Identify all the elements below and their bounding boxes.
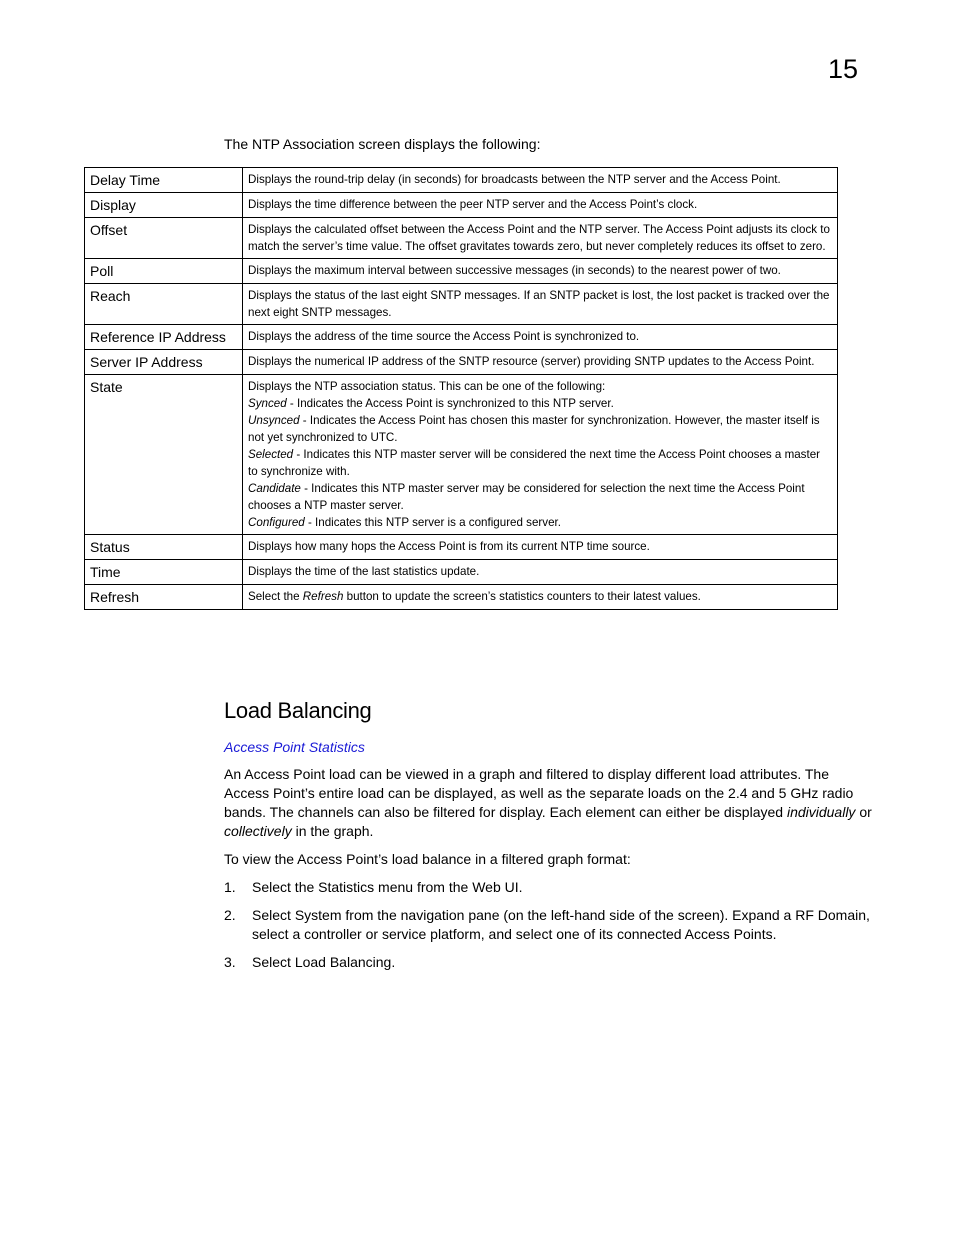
description-emphasis: Refresh bbox=[302, 590, 344, 603]
para-text-mid: or bbox=[855, 804, 872, 820]
table-row bbox=[85, 218, 838, 259]
table-row bbox=[85, 259, 838, 284]
row-description bbox=[243, 535, 838, 560]
step-text: Select the bbox=[252, 879, 319, 895]
step-text: Select bbox=[252, 907, 295, 923]
row-description bbox=[243, 193, 838, 218]
step-term: System bbox=[294, 907, 342, 923]
description-line: Displays the calculated offset between the Access Point and the NTP server. The Access Point adjusts its clock to match the server’s time value. The offset gravitates towards zero, but never completely reduces its offset to zero. bbox=[248, 223, 830, 253]
row-description bbox=[243, 168, 838, 193]
intro-suffix: screen displays the following: bbox=[354, 136, 541, 152]
table-row bbox=[85, 560, 838, 585]
row-description bbox=[243, 259, 838, 284]
description-line: Displays the numerical IP address of the SNTP resource (server) providing SNTP updates to the Access Point. bbox=[248, 355, 815, 368]
row-term: Server IP Address bbox=[85, 350, 243, 375]
row-term: Status bbox=[85, 535, 243, 560]
table-row bbox=[85, 375, 838, 535]
description-text: button to update the screen’s statistics counters to their latest values. bbox=[343, 590, 701, 603]
row-description bbox=[243, 375, 838, 535]
step-number: 1. bbox=[224, 879, 236, 895]
step-text: Select bbox=[252, 954, 295, 970]
description-line: Displays the time of the last statistics update. bbox=[248, 565, 480, 578]
description-line: Displays how many hops the Access Point is from its current NTP time source. bbox=[248, 540, 650, 553]
step-text-end: menu from the Web UI. bbox=[374, 879, 523, 895]
row-description bbox=[243, 585, 838, 610]
description-line bbox=[248, 480, 831, 514]
description-text: - Indicates this NTP master server may be considered for selection the next time the Access Point chooses a NTP master server. bbox=[248, 482, 805, 512]
intro-term: NTP Association bbox=[252, 136, 355, 152]
row-term: Display bbox=[85, 193, 243, 218]
table-row bbox=[85, 350, 838, 375]
description-text: - Indicates this NTP server is a configured server. bbox=[304, 516, 561, 529]
para-text-end: in the graph. bbox=[291, 823, 374, 839]
table-row bbox=[85, 168, 838, 193]
access-point-statistics-link[interactable]: Access Point Statistics bbox=[224, 739, 365, 755]
description-text: - Indicates the Access Point has chosen this master for synchronization. However, the master itself is not yet synchronized to UTC. bbox=[248, 414, 820, 444]
description-line bbox=[248, 412, 831, 446]
row-description bbox=[243, 560, 838, 585]
description-line: Displays the status of the last eight SNTP messages. If an SNTP packet is lost, the lost packet is tracked over the next eight SNTP messages. bbox=[248, 289, 830, 319]
row-term: Offset bbox=[85, 218, 243, 259]
row-term: Delay Time bbox=[85, 168, 243, 193]
table-row bbox=[85, 325, 838, 350]
intro-sentence bbox=[224, 136, 540, 152]
table-row bbox=[85, 535, 838, 560]
description-emphasis: Candidate bbox=[248, 482, 301, 495]
intro-prefix: The bbox=[224, 136, 253, 152]
para-text: An Access Point load can be viewed in a graph and filtered to display different load attributes. The Access Point’s entire load can be displayed, as well as the separate loads on the 2.4 and 5 GHz radio bands. The channels can also be filtered for display. Each element can either be displayed bbox=[224, 766, 854, 820]
row-description bbox=[243, 350, 838, 375]
table-row bbox=[85, 193, 838, 218]
para-emphasis-collectively: collectively bbox=[224, 823, 292, 839]
description-line bbox=[248, 395, 831, 412]
ntp-association-table bbox=[84, 167, 838, 610]
row-term: Poll bbox=[85, 259, 243, 284]
description-line bbox=[248, 446, 831, 480]
row-term: Reference IP Address bbox=[85, 325, 243, 350]
description-emphasis: Configured bbox=[248, 516, 305, 529]
description-line: Displays the address of the time source the Access Point is synchronized to. bbox=[248, 330, 640, 343]
row-term: State bbox=[85, 375, 243, 535]
description-line bbox=[248, 514, 831, 531]
step-3 bbox=[224, 953, 874, 972]
row-term: Time bbox=[85, 560, 243, 585]
row-term: Reach bbox=[85, 284, 243, 325]
step-1 bbox=[224, 878, 874, 897]
description-text: - Indicates the Access Point is synchronized to this NTP server. bbox=[286, 397, 614, 410]
description-text: Select the bbox=[248, 590, 303, 603]
instruction-paragraph: To view the Access Point’s load balance in a filtered graph format: bbox=[224, 851, 631, 867]
description-emphasis: Synced bbox=[248, 397, 287, 410]
table-row bbox=[85, 284, 838, 325]
step-number: 3. bbox=[224, 954, 236, 970]
description-text: - Indicates this NTP master server will be considered the next time the Access Point chooses a master to synchronize with. bbox=[248, 448, 821, 478]
step-text-end: from the navigation pane (on the left-hand side of the screen). Expand a RF Domain, select a controller or service platform, and select one of its connected Access Points. bbox=[252, 907, 870, 942]
step-term: Load Balancing. bbox=[294, 954, 396, 970]
description-emphasis: Unsynced bbox=[248, 414, 300, 427]
table-row bbox=[85, 585, 838, 610]
row-description bbox=[243, 284, 838, 325]
row-description bbox=[243, 218, 838, 259]
step-number: 2. bbox=[224, 907, 236, 923]
description-line bbox=[248, 588, 831, 605]
description-line: Displays the NTP association status. This can be one of the following: bbox=[248, 380, 606, 393]
row-term: Refresh bbox=[85, 585, 243, 610]
description-line: Displays the time difference between the peer NTP server and the Access Point’s clock. bbox=[248, 198, 698, 211]
description-line: Displays the round-trip delay (in seconds) for broadcasts between the NTP server and the Access Point. bbox=[248, 173, 781, 186]
section-title: Load Balancing bbox=[224, 698, 372, 723]
para-emphasis-individually: individually bbox=[786, 804, 856, 820]
row-description bbox=[243, 325, 838, 350]
chapter-number: 15 bbox=[828, 54, 859, 84]
description-line: Displays the maximum interval between successive messages (in seconds) to the nearest power of two. bbox=[248, 264, 781, 277]
intro-paragraph bbox=[224, 765, 874, 841]
step-term: Statistics bbox=[318, 879, 375, 895]
description-emphasis: Selected bbox=[248, 448, 294, 461]
step-2 bbox=[224, 906, 874, 944]
